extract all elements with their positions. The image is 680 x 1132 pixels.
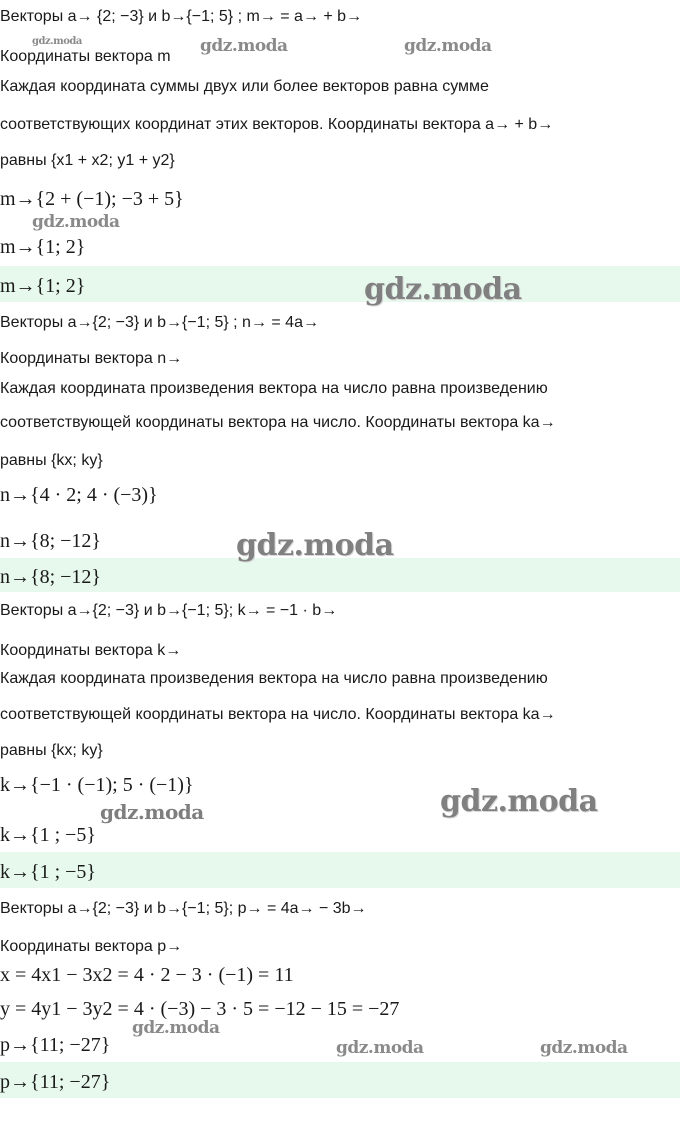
answer-line-3: k→{1 ; −5} — [0, 852, 680, 888]
text-line-1: Векторы a→ {2; −3} и b→{−1; 5} ; m→ = a→ + b→ — [0, 8, 363, 25]
text-line-25: Векторы a→{2; −3} и b→{−1; 5}; p→ = 4a→ − 3b→ — [0, 900, 367, 917]
math-line-28: y = 4y1 − 3y2 = 4 · (−3) − 3 · 5 = −12 − 15 = −27 — [0, 998, 400, 1020]
text-line-21: равны {kx; ky} — [0, 742, 103, 759]
text-line-12: соответствующей координаты вектора на число. Координаты вектора ka→ — [0, 414, 556, 431]
answer-line-2: n→{8; −12} — [0, 558, 680, 592]
text-line-18: Координаты вектора k→ — [0, 642, 182, 659]
math-line-22: k→{−1 · (−1); 5 · (−1)} — [0, 774, 194, 796]
text-line-19: Каждая координата произведения вектора на число равна произведению — [0, 670, 548, 687]
text-line-17: Векторы a→{2; −3} и b→{−1; 5}; k→ = −1 · b→ — [0, 602, 338, 619]
answer-line-4: p→{11; −27} — [0, 1062, 680, 1098]
math-line-23: k→{1 ; −5} — [0, 824, 97, 846]
watermark: gdz.moda — [540, 1038, 628, 1058]
math-line-6: m→{2 + (−1); −3 + 5} — [0, 188, 184, 210]
watermark: gdz.moda — [440, 784, 598, 819]
text-line-13: равны {kx; ky} — [0, 452, 103, 469]
watermark: gdz.moda — [336, 1038, 424, 1058]
math-line-14: n→{4 · 2; 4 · (−3)} — [0, 484, 158, 506]
text-line-9: Векторы a→{2; −3} и b→{−1; 5} ; n→ = 4a→ — [0, 314, 319, 331]
answer-line-1: m→{1; 2} — [0, 266, 680, 302]
watermark: gdz.moda — [100, 800, 204, 824]
math-line-7: m→{1; 2} — [0, 236, 86, 258]
text-line-3: Каждая координата суммы двух или более векторов равна сумме — [0, 78, 489, 95]
text-line-4: соответствующих координат этих векторов. Координаты вектора a→ + b→ — [0, 116, 554, 133]
math-line-27: x = 4x1 − 3x2 = 4 · 2 − 3 · (−1) = 11 — [0, 964, 294, 986]
watermark: gdz.moda — [32, 36, 82, 47]
watermark: gdz.moda — [236, 528, 394, 563]
math-line-15: n→{8; −12} — [0, 530, 102, 552]
watermark: gdz.moda — [364, 272, 522, 307]
text-line-2: Координаты вектора m — [0, 48, 171, 65]
text-line-10: Координаты вектора n→ — [0, 350, 183, 367]
watermark: gdz.moda — [404, 36, 492, 56]
watermark: gdz.moda — [200, 36, 288, 56]
math-line-29: p→{11; −27} — [0, 1034, 111, 1056]
text-line-26: Координаты вектора p→ — [0, 938, 183, 955]
text-line-5: равны {x1 + x2; y1 + y2} — [0, 152, 175, 169]
watermark: gdz.moda — [132, 1018, 220, 1038]
text-line-20: соответствующей координаты вектора на число. Координаты вектора ka→ — [0, 706, 556, 723]
text-line-11: Каждая координата произведения вектора на число равна произведению — [0, 380, 548, 397]
watermark: gdz.moda — [32, 212, 120, 232]
